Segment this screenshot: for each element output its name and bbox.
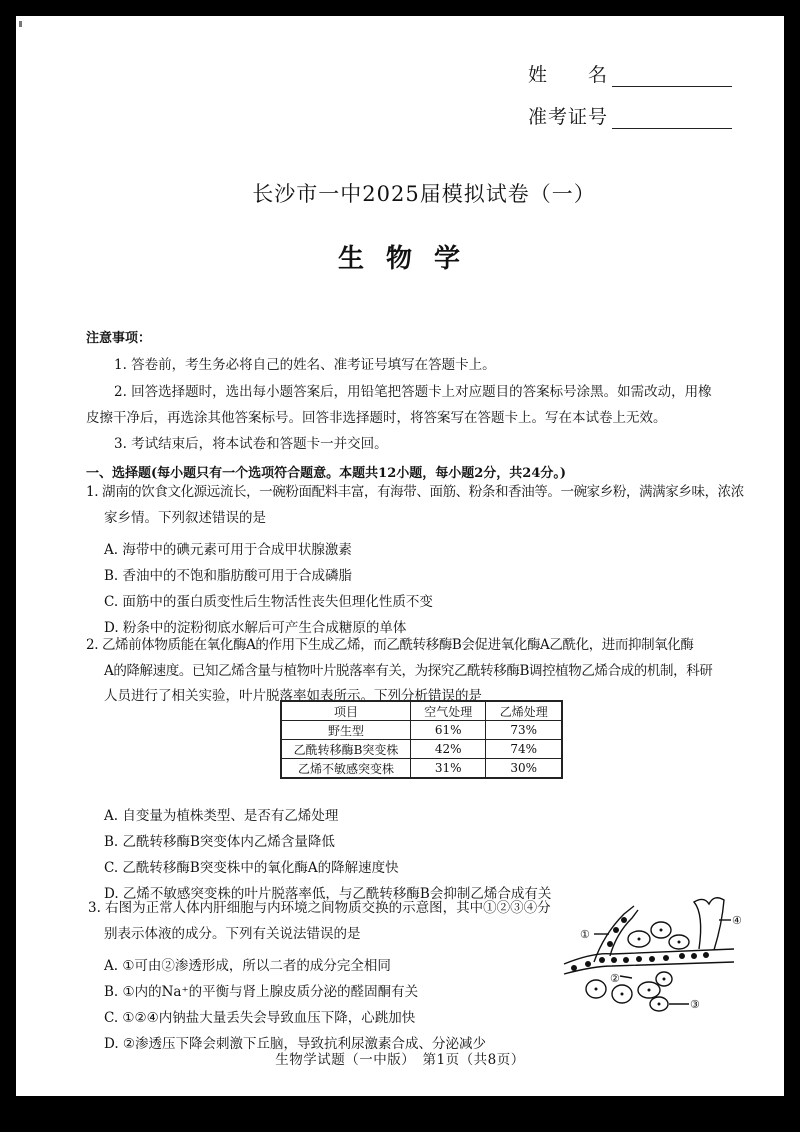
table-cell: 73% bbox=[486, 721, 562, 740]
label-3: ③ bbox=[690, 998, 700, 1011]
subject-title: 生物学 bbox=[338, 244, 483, 274]
question-stem: 别表示体液的成分。下列有关说法错误的是 bbox=[104, 926, 361, 942]
question-stem: 3. 右图为正常人体内肝细胞与内环境之间物质交换的示意图，其中①②③④分 bbox=[88, 900, 551, 916]
exam-id-label: 准考证号 bbox=[528, 106, 609, 128]
notes-heading: 注意事项： bbox=[86, 331, 152, 346]
option-d: D. ②渗透压下降会刺激下丘脑，导致抗利尿激素合成、分泌减少 bbox=[104, 1036, 487, 1052]
question-stem: 人员进行了相关实验，叶片脱落率如表所示。下列分析错误的是 bbox=[104, 688, 482, 704]
table-cell: 42% bbox=[411, 740, 486, 759]
table-cell: 乙烯不敏感突变株 bbox=[281, 759, 411, 779]
table-row bbox=[281, 721, 562, 740]
table-header-row bbox=[281, 701, 562, 721]
option-c: C. 乙酰转移酶B突变株中的氧化酶A的降解速度快 bbox=[104, 860, 399, 876]
question-stem: A的降解速度。已知乙烯含量与植物叶片脱落率有关，为探究乙酰转移酶B调控植物乙烯合成的机制，科研 bbox=[104, 663, 713, 679]
table-cell: 野生型 bbox=[281, 721, 411, 740]
table-cell: 乙酰转移酶B突变株 bbox=[281, 740, 411, 759]
label-2: ② bbox=[610, 972, 620, 985]
option-b: B. ①内的Na⁺的平衡与肾上腺皮质分泌的醛固酮有关 bbox=[104, 984, 419, 1000]
exam-id-blank-line bbox=[612, 110, 732, 129]
table-header: 空气处理 bbox=[411, 701, 486, 721]
question-stem: 1. 湖南的饮食文化源远流长，一碗粉面配料丰富，有海带、面筋、粉条和香油等。一碗家乡粉，满满家乡味，浓浓 bbox=[86, 484, 744, 500]
option-a: A. ①可由②渗透形成，所以二者的成分完全相同 bbox=[104, 958, 391, 974]
table-header: 项目 bbox=[281, 701, 411, 721]
option-d: D. 粉条中的淀粉彻底水解后可产生合成糖原的单体 bbox=[104, 620, 407, 636]
question-stem: 2. 乙烯前体物质能在氧化酶A的作用下生成乙烯，而乙酰转移酶B会促进氧化酶A乙酰化，进而抑制氧化酶 bbox=[86, 637, 694, 653]
table-row bbox=[281, 759, 562, 779]
table-cell: 61% bbox=[411, 721, 486, 740]
option-c: C. ①②④内钠盐大量丢失会导致血压下降，心跳加快 bbox=[104, 1010, 416, 1026]
exam-page bbox=[16, 16, 784, 1096]
option-a: A. 自变量为植株类型、是否有乙烯处理 bbox=[104, 808, 339, 824]
note-item: 3. 考试结束后，将本试卷和答题卡一并交回。 bbox=[114, 436, 388, 452]
label-4: ④ bbox=[732, 914, 742, 927]
option-d: D. 乙烯不敏感突变株的叶片脱落率低，与乙酰转移酶B会抑制乙烯合成有关 bbox=[104, 886, 552, 902]
table-header: 乙烯处理 bbox=[486, 701, 562, 721]
question-stem: 家乡情。下列叙述错误的是 bbox=[104, 510, 266, 526]
liver-cell-exchange-diagram bbox=[554, 894, 754, 1024]
option-c: C. 面筋中的蛋白质变性后生物活性丧失但理化性质不变 bbox=[104, 594, 433, 610]
table-cell: 30% bbox=[486, 759, 562, 779]
scan-artifact bbox=[19, 21, 22, 27]
note-item: 2. 回答选择题时，选出每小题答案后，用铅笔把答题卡上对应题目的答案标号涂黑。如需改动，用橡 bbox=[114, 384, 712, 400]
exam-title: 长沙市一中2025届模拟试卷（一） bbox=[252, 182, 596, 206]
page-footer: 生物学试题（一中版） 第1页（共8页） bbox=[275, 1052, 525, 1068]
table-cell: 31% bbox=[411, 759, 486, 779]
name-field bbox=[528, 60, 732, 87]
name-label: 姓 名 bbox=[528, 64, 609, 86]
exam-id-field bbox=[528, 102, 732, 129]
option-b: B. 乙酰转移酶B突变体内乙烯含量降低 bbox=[104, 834, 335, 850]
leaf-abscission-table bbox=[280, 700, 563, 779]
option-b: B. 香油中的不饱和脂肪酸可用于合成磷脂 bbox=[104, 568, 353, 584]
table-cell: 74% bbox=[486, 740, 562, 759]
table-row bbox=[281, 740, 562, 759]
section-heading: 一、选择题(每小题只有一个选项符合题意。本题共12小题，每小题2分，共24分。) bbox=[86, 466, 567, 481]
label-1: ① bbox=[580, 928, 590, 941]
option-a: A. 海带中的碘元素可用于合成甲状腺激素 bbox=[104, 542, 352, 558]
name-blank-line bbox=[612, 68, 732, 87]
note-item: 1. 答卷前，考生务必将自己的姓名、准考证号填写在答题卡上。 bbox=[114, 357, 496, 373]
note-item: 皮擦干净后，再选涂其他答案标号。回答非选择题时，将答案写在答题卡上。写在本试卷上无效。 bbox=[86, 410, 667, 426]
